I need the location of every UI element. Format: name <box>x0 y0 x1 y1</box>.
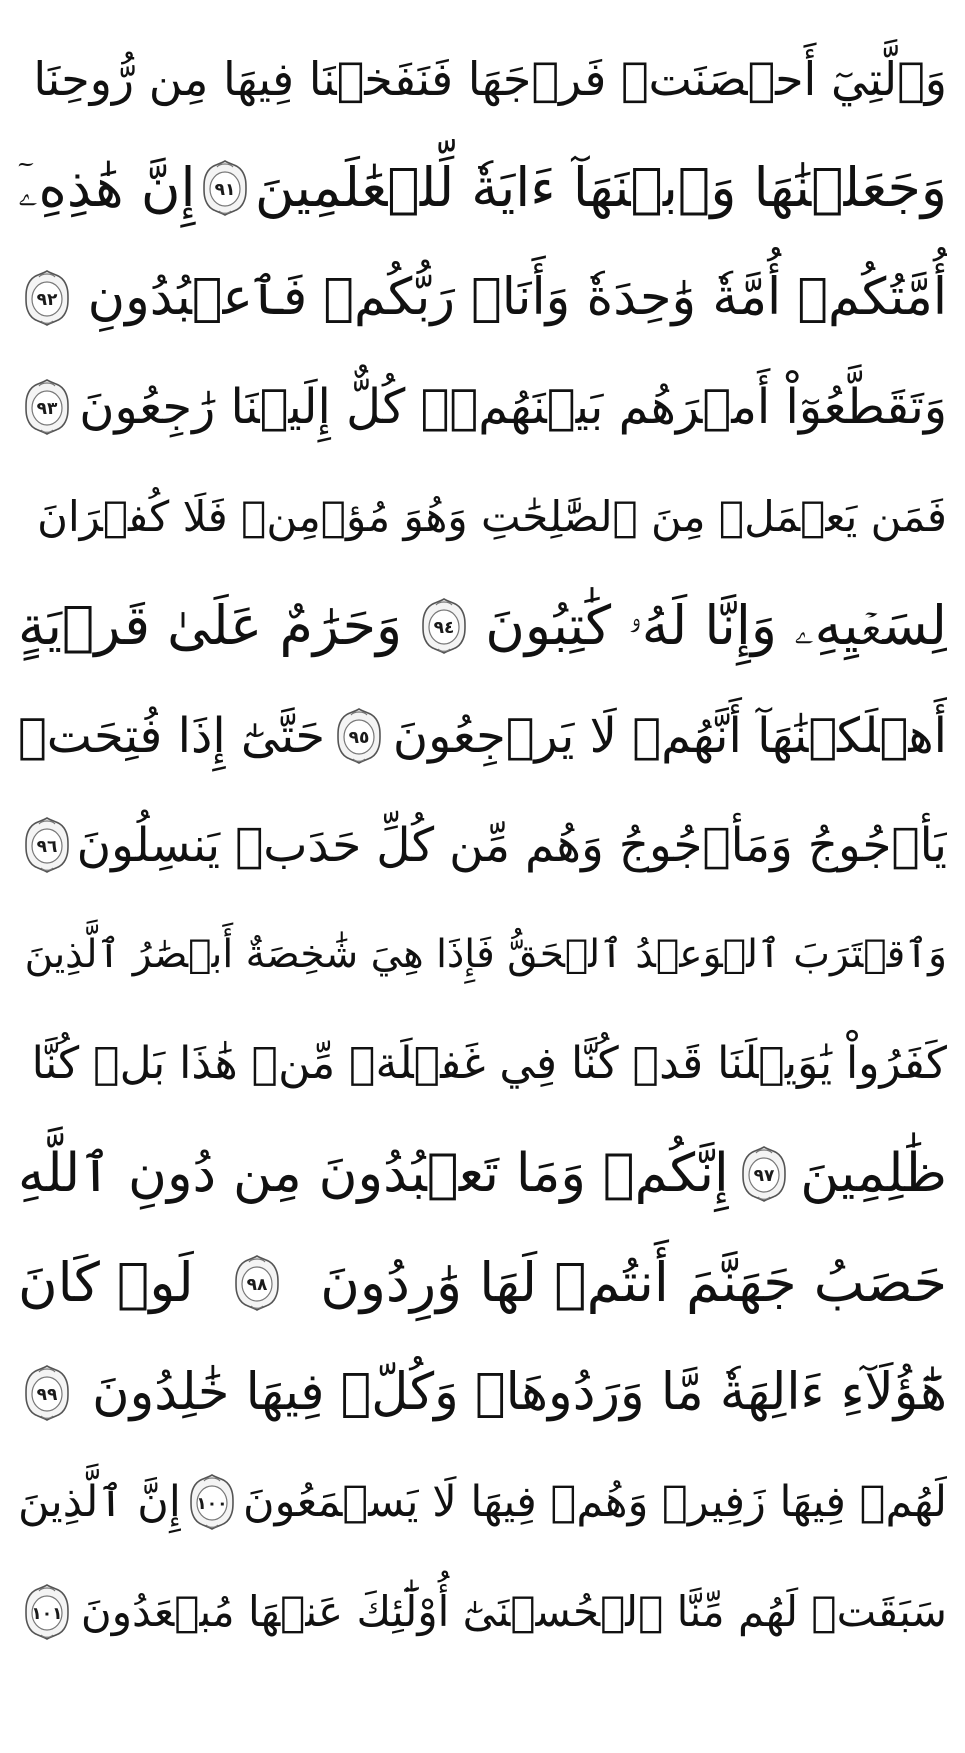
verse-line <box>18 462 947 572</box>
ayah-end-marker-icon <box>741 1145 787 1203</box>
verse-text: إِنَّ هَٰذِهِۦٓ <box>18 156 196 220</box>
ayah-end-marker-icon <box>24 816 70 874</box>
verse-text: يَأۡجُوجُ وَمَأۡجُوجُ وَهُم مِّن كُلِّ حَدَبٖ يَنسِلُونَ <box>76 817 947 873</box>
ayah-end-marker-icon <box>421 597 467 655</box>
verse-line <box>18 1448 947 1558</box>
ayah-end-marker-icon <box>24 378 70 436</box>
verse-line <box>18 1229 947 1339</box>
verse-text: إِنَّ ٱلَّذِينَ <box>18 1476 181 1527</box>
ayah-number: ١٠١ <box>31 1603 63 1624</box>
ayah-end-marker-icon <box>24 1583 70 1641</box>
verse-text: أُمَّتُكُمۡ أُمَّةٗ وَٰحِدَةٗ وَأَنَا۠ رَبُّكُمۡ فَٱعۡبُدُونِ <box>87 268 947 328</box>
ayah-end-marker-icon <box>24 269 70 327</box>
verse-text: لَوۡ كَانَ <box>18 1251 194 1315</box>
ayah-number: ٩٦ <box>36 837 58 858</box>
ayah-number: ٩٩ <box>36 1384 58 1405</box>
verse-line <box>18 24 947 134</box>
verse-text: إِنَّكُمۡ وَمَا تَعۡبُدُونَ مِن دُونِ ٱللَّهِ <box>18 1143 729 1205</box>
verse-text: لَهُمۡ فِيهَا زَفِيرٞ وَهُمۡ فِيهَا لَا يَسۡمَعُونَ <box>243 1476 947 1527</box>
verse-text: وَحَرَٰمٌ عَلَىٰ قَرۡيَةٍ <box>18 594 403 658</box>
ayah-end-marker-icon <box>202 159 248 217</box>
verse-text: أَهۡلَكۡنَٰهَآ أَنَّهُمۡ لَا يَرۡجِعُونَ <box>392 707 947 764</box>
verse-text: كَفَرُواْ يَٰوَيۡلَنَا قَدۡ كُنَّا فِي غَفۡلَةٖ مِّنۡ هَٰذَا بَلۡ كُنَّا <box>31 1038 947 1090</box>
verse-text: سَبَقَتۡ لَهُم مِّنَّا ٱلۡحُسۡنَىٰٓ أُوْلَٰٓئِكَ عَنۡهَا مُبۡعَدُونَ <box>80 1586 947 1636</box>
verse-line <box>18 1119 947 1229</box>
verse-text: هَٰٓؤُلَآءِ ءَالِهَةٗ مَّا وَرَدُوهَاۖ وَكُلّٞ فِيهَا خَٰلِدُونَ <box>92 1363 947 1423</box>
verse-line <box>18 900 947 1010</box>
verse-text: فَمَن يَعۡمَلۡ مِنَ ٱلصَّٰلِحَٰتِ وَهُوَ مُؤۡمِنٞ فَلَا كُفۡرَانَ <box>37 491 947 541</box>
verse-text: ظَٰلِمِينَ <box>800 1143 947 1205</box>
ayah-number: ٩٢ <box>36 289 58 310</box>
ayah-end-marker-icon <box>336 707 382 765</box>
verse-text: لِسَعۡيِهِۦ وَإِنَّا لَهُۥ كَٰتِبُونَ <box>485 594 947 658</box>
ayah-end-marker-icon <box>24 1364 70 1422</box>
ayah-number: ٩١ <box>214 180 236 201</box>
verse-line <box>18 1557 947 1667</box>
ayah-number: ٩٥ <box>348 727 370 748</box>
ayah-number: ٩٨ <box>246 1275 268 1296</box>
verse-line <box>18 1010 947 1120</box>
verse-line <box>18 353 947 463</box>
verse-text: وَتَقَطَّعُوٓاْ أَمۡرَهُم بَيۡنَهُمۡۖ كُلٌّ إِلَيۡنَا رَٰجِعُونَ <box>79 379 947 436</box>
verse-line <box>18 1338 947 1448</box>
verse-line <box>18 134 947 244</box>
verse-text: وَجَعَلۡنَٰهَا وَٱبۡنَهَآ ءَايَةٗ لِّلۡعَٰلَمِينَ <box>254 156 947 220</box>
ayah-number: ٩٣ <box>36 399 58 420</box>
ayah-number: ٩٧ <box>754 1165 775 1186</box>
verse-text: حَصَبُ جَهَنَّمَ أَنتُمۡ لَهَا وَٰرِدُونَ <box>320 1251 947 1315</box>
verse-text: حَتَّىٰٓ إِذَا فُتِحَتۡ <box>18 707 326 764</box>
ayah-number: ١٠٠ <box>196 1494 228 1515</box>
ayah-end-marker-icon <box>234 1254 280 1312</box>
ayah-number: ٩٤ <box>433 618 455 639</box>
ayah-end-marker-icon <box>189 1473 235 1531</box>
verse-text: وَٱلَّتِيٓ أَحۡصَنَتۡ فَرۡجَهَا فَنَفَخۡنَا فِيهَا مِن رُّوحِنَا <box>33 51 947 106</box>
verse-text: وَٱقۡتَرَبَ ٱلۡوَعۡدُ ٱلۡحَقُّ فَإِذَا هِيَ شَٰخِصَةٌ أَبۡصَٰرُ ٱلَّذِينَ <box>24 932 947 978</box>
verse-line <box>18 681 947 791</box>
verse-line <box>18 572 947 682</box>
verse-line <box>18 243 947 353</box>
verse-line <box>18 791 947 901</box>
verse-lines <box>18 24 947 1667</box>
